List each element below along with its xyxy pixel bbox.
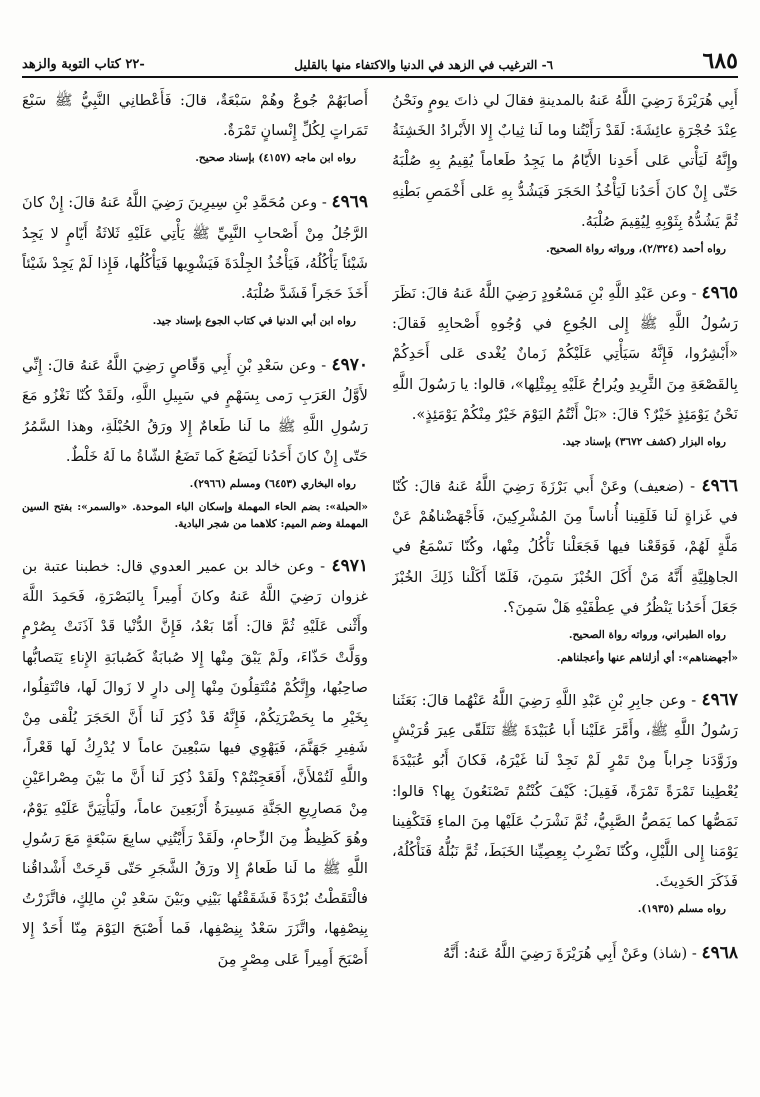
page-header xyxy=(22,48,738,78)
hadith-paragraph xyxy=(22,551,368,975)
page-number: ٦٨٥ xyxy=(702,48,738,74)
hadith-paragraph xyxy=(22,187,368,309)
continued-paragraph xyxy=(22,86,368,146)
hadith-paragraph xyxy=(22,350,368,472)
right-column xyxy=(392,86,738,1076)
hadith-text: - وعن عَبْدِ اللَّهِ بْنِ مَسْعُودٍ رَضِيَ اللَّهُ عَنهُ قالَ: نَظَرَ رَسُولُ اللَّهِ ﷺ إِلى الجُوعِ في وُجُوهِ أَصْحابِهِ فَقالَ: «أَبْشِرُوا، فَإِنَّهُ سَيَأْتِي عَلَيْكُمْ زَمانٌ يُغْدى عَلى أَحَدِكُمْ بِالقَصْعَةِ مِنَ الثَّرِيدِ ويُراحُ عَلَيْهِ بِمِثْلِها»، قالوا: يا رَسُولَ اللَّهِ نَحْنُ يَوْمَئِذٍ خَيْرٌ؟ قالَ: «بَلْ أَنْتُمُ اليَوْمَ خَيْرٌ مِنْكُمْ يَوْمَئِذٍ». xyxy=(392,285,738,423)
hadith-number: ٤٩٦٧ xyxy=(701,690,738,711)
continued-paragraph xyxy=(392,86,738,237)
source-reference: رواه أحمد (٢/٣٢٤)، ورواته رواة الصحيح. xyxy=(546,243,726,256)
hadith-number: ٤٩٦٨ xyxy=(701,943,738,964)
hadith-number: ٤٩٦٥ xyxy=(701,283,738,304)
hadith-text: - وعن سَعْدِ بْنِ أَبِي وَقّاصٍ رَضِيَ اللَّهُ عَنهُ قالَ: إِنِّي لأَوَّلُ العَرَبِ رَمى بِسَهْمٍ في سَبِيلِ اللَّهِ، ولَقَدْ كُنّا نَغْزُو مَعَ رَسُولِ اللَّهِ ﷺ ما لَنا طَعامٌ إِلا ورَقُ الحُبْلَةِ، وهذا السَّمُرُ حَتّى إِنْ كانَ أَحَدُنا لَيَضَعُ كَما تَضَعُ الشّاةُ ما لَهُ خَلْطٌ. xyxy=(22,357,368,465)
hadith-text: - وعن جابِرِ بْنِ عَبْدِ اللَّهِ رَضِيَ اللَّهُ عَنْهُما قالَ: بَعَثَنا رَسُولُ اللَّهِ ﷺ، وأَمَّرَ عَلَيْنا أَبا عُبَيْدَةَ ﷺ نَتَلَقّى عِيرَ قُرَيْشٍ وزَوَّدَنا جِراباً مِنْ تَمْرٍ لَمْ نَجِدْ لَنا غَيْرَهُ، فَكانَ أَبُو عُبَيْدَةَ يُعْطِينا تَمْرَةً تَمْرَةً، فَقِيلَ: كَيْفَ كُنْتُمْ تَصْنَعُونَ بِها؟ قالوا: نَمَصُّها كما يَمَصُّ الصَّبِيُّ، ثُمَّ نَشْرَبُ عَلَيْها مِنَ الماءِ فَتَكْفِينا يَوْمَنا إِلى اللَّيْلِ، وكُنّا نَضْرِبُ بِعِصِيِّنا الخَبَطَ، ثُمَّ نَبُلُّهُ فَنَأْكُلُهُ، فَذَكَرَ الحَدِيثَ. xyxy=(392,692,738,891)
source-reference: رواه الطبراني، ورواته رواة الصحيح. xyxy=(568,629,726,642)
hadith-text: - (شاذ) وعَنْ أَبِي هُرَيْرَةَ رَضِيَ اللَّهُ عَنهُ: أَنَّهُ xyxy=(443,945,702,963)
source-reference: رواه مسلم (١٩٣٥). xyxy=(637,903,726,916)
hadith-paragraph xyxy=(392,685,738,897)
section-title: ٦- الترغيب في الزهد في الدنيا والاكتفاء منها بالقليل xyxy=(294,58,554,72)
hadith-text: - وعن خالد بن عمير العدوي قال: خطبنا عتبة بن غزوان رَضِيَ اللَّهُ عَنهُ وكانَ أَمِيراً بِالبَصْرَةِ، فَحَمِدَ اللَّهَ وأَثْنى عَلَيْهِ ثُمَّ قالَ: أَمّا بَعْدُ، فَإِنَّ الدُّنْيا قَدْ آذَنَتْ بِصُرْمٍ ووَلَّتْ حَذّاءَ، ولَمْ يَبْقَ مِنْها إِلا صُبابَةٌ كَصُبابَةِ الإِناءِ يَتَصابُّها صاحِبُها، وإِنَّكُمْ مُنْتَقِلُونَ مِنْها إِلى دارٍ لا زَوالَ لَها، فانْتَقِلُوا، بِخَيْرِ ما بِحَضْرَتِكُمْ، فَإِنَّهُ قَدْ ذُكِرَ لَنا أَنَّ الحَجَرَ يُلْقى مِنْ شَفِيرِ جَهَنَّمَ، فَيَهْوِي فيها سَبْعِينَ عاماً لا يُدْرِكُ لَها قَعْراً، واللَّهِ لَتُمْلأَنَّ، أَفَعَجِبْتُمْ؟ ولَقَدْ ذُكِرَ لَنا أَنَّ ما بَيْنَ مِصْراعَيْنِ مِنْ مَصارِيعِ الجَنَّةِ مَسِيرَةُ أَرْبَعِينَ عاماً، ولَيَأْتِيَنَّ عَلَيْهِ يَوْمٌ، وهُوَ كَظِيظٌ مِنَ الزِّحامِ، ولَقَدْ رَأَيْتُنِي سابِعَ سَبْعَةٍ مَعَ رَسُولِ اللَّهِ ﷺ ما لَنا طَعامٌ إِلا ورَقُ الشَّجَرِ حَتّى قَرِحَتْ أَشْداقُنا فالْتَقَطْتُ بُرْدَةً فَشَقَقْتُها بَيْنِي وبَيْنَ سَعْدِ بْنِ مالِكٍ، فاتَّزَرْتُ بِنِصْفِها، واتَّزَرَ سَعْدٌ بِنِصْفِها، فَما أَصْبَحَ اليَوْمَ مِنّا أَحَدٌ إِلا أَصْبَحَ أَمِيراً عَلى مِصْرٍ مِنَ xyxy=(22,558,368,968)
hadith-number: ٤٩٦٩ xyxy=(331,192,368,213)
hadith-number: ٤٩٧٠ xyxy=(331,355,368,376)
hadith-paragraph xyxy=(392,471,738,623)
hadith-number: ٤٩٧١ xyxy=(331,556,368,577)
hadith-text: - (ضعيف) وعَنْ أَبي بَرْزَةَ رَضِيَ اللَّهُ عَنهُ قالَ: كُنّا في غَزاةٍ لَنا فَلَقِينا أُناساً مِنَ المُشْرِكِينَ، فَأَجْهَضْناهُمْ عَنْ مَلَّةٍ لَهُمْ، فَوَقَعْنا فيها فَجَعَلْنا نَأْكُلُ مِنْها، وكُنّا نَسْمَعُ في الجاهِلِيَّةِ أَنَّهُ مَنْ أَكَلَ الخُبْزَ سَمِنَ، فَلَمّا أَكَلْنا ذَلِكَ الخُبْزَ جَعَلَ أَحَدُنا يَنْظُرُ في عِطْفَيْهِ هَلْ سَمِنَ؟. xyxy=(392,478,738,616)
footnote: «الحبلة»: بضم الحاء المهملة وإسكان الباء الموحدة. «والسمر»: بفتح السين المهملة وضم الميم: كلاهما من شجر البادية. xyxy=(22,501,368,531)
hadith-paragraph xyxy=(392,278,738,430)
source-reference: رواه ابن ماجه (٤١٥٧) بإسناد صحيح. xyxy=(195,152,356,165)
source-reference: رواه البزار (كشف ٣٦٧٢) بإسناد جيد. xyxy=(562,436,726,449)
source-reference: رواه ابن أبي الدنيا في كتاب الجوع بإسناد جيد. xyxy=(152,315,356,328)
hadith-text: أَصابَهُمْ جُوعٌ وهُمْ سَبْعَةٌ، قالَ: فَأَعْطانِي النَّبِيُّ ﷺ سَبْعَ تَمَراتٍ لِكُلِّ إِنْسانٍ تَمْرَةٌ. xyxy=(22,92,368,140)
source-reference: رواه البخاري (٦٤٥٣) ومسلم (٢٩٦٦). xyxy=(189,478,356,491)
book-title: -٢٢ كتاب التوبة والزهد xyxy=(22,57,145,72)
left-column xyxy=(22,86,368,1076)
hadith-paragraph xyxy=(392,938,738,969)
footnote: «أجهضناهم»: أي أزلناهم عنها وأعجلناهم. xyxy=(556,652,738,665)
hadith-number: ٤٩٦٦ xyxy=(701,476,738,497)
hadith-text: - وعن مُحَمَّدِ بْنِ سِيرِينَ رَضِيَ اللَّهُ عَنهُ قالَ: إِنْ كانَ الرَّجُلُ مِنْ أَصْحابِ النَّبِيِّ ﷺ يَأْتِي عَلَيْهِ ثَلاثَةُ أَيّامٍ لا يَجِدُ شَيْئاً يَأْكُلُهُ، فَيَأْخُذُ الجِلْدَةَ فَيَشْوِيها فَيَأْكُلُها، فَإِذا لَمْ يَجِدْ شَيْئاً أَخَذَ حَجَراً فَشَدَّ صُلْبَهُ. xyxy=(22,194,368,303)
hadith-text: أَبِي هُرَيْرَةَ رَضِيَ اللَّهُ عَنهُ بالمدينةِ فقالَ لي ذاتَ يومٍ ونَحْنُ عِنْدَ حُجْرَةِ عائِشَةَ: لَقَدْ رَأَيْتُنا وما لَنا ثِيابٌ إِلا الأَبْرادُ الخَشِنَةُ وإِنَّهُ لَيَأْتي عَلى أَحَدِنا الأَيّامُ ما يَجِدُ طَعاماً يُقِيمُ بِهِ صُلْبَهُ حَتّى إِنْ كانَ أَحَدُنا لَيَأْخُذُ الحَجَرَ فَيَشُدُّ بِهِ عَلى أَخْمَصِ بَطْنِهِ ثُمَّ يَشُدُّهُ بِثَوْبِهِ لِيُقِيمَ صُلْبَهُ. xyxy=(392,92,738,230)
